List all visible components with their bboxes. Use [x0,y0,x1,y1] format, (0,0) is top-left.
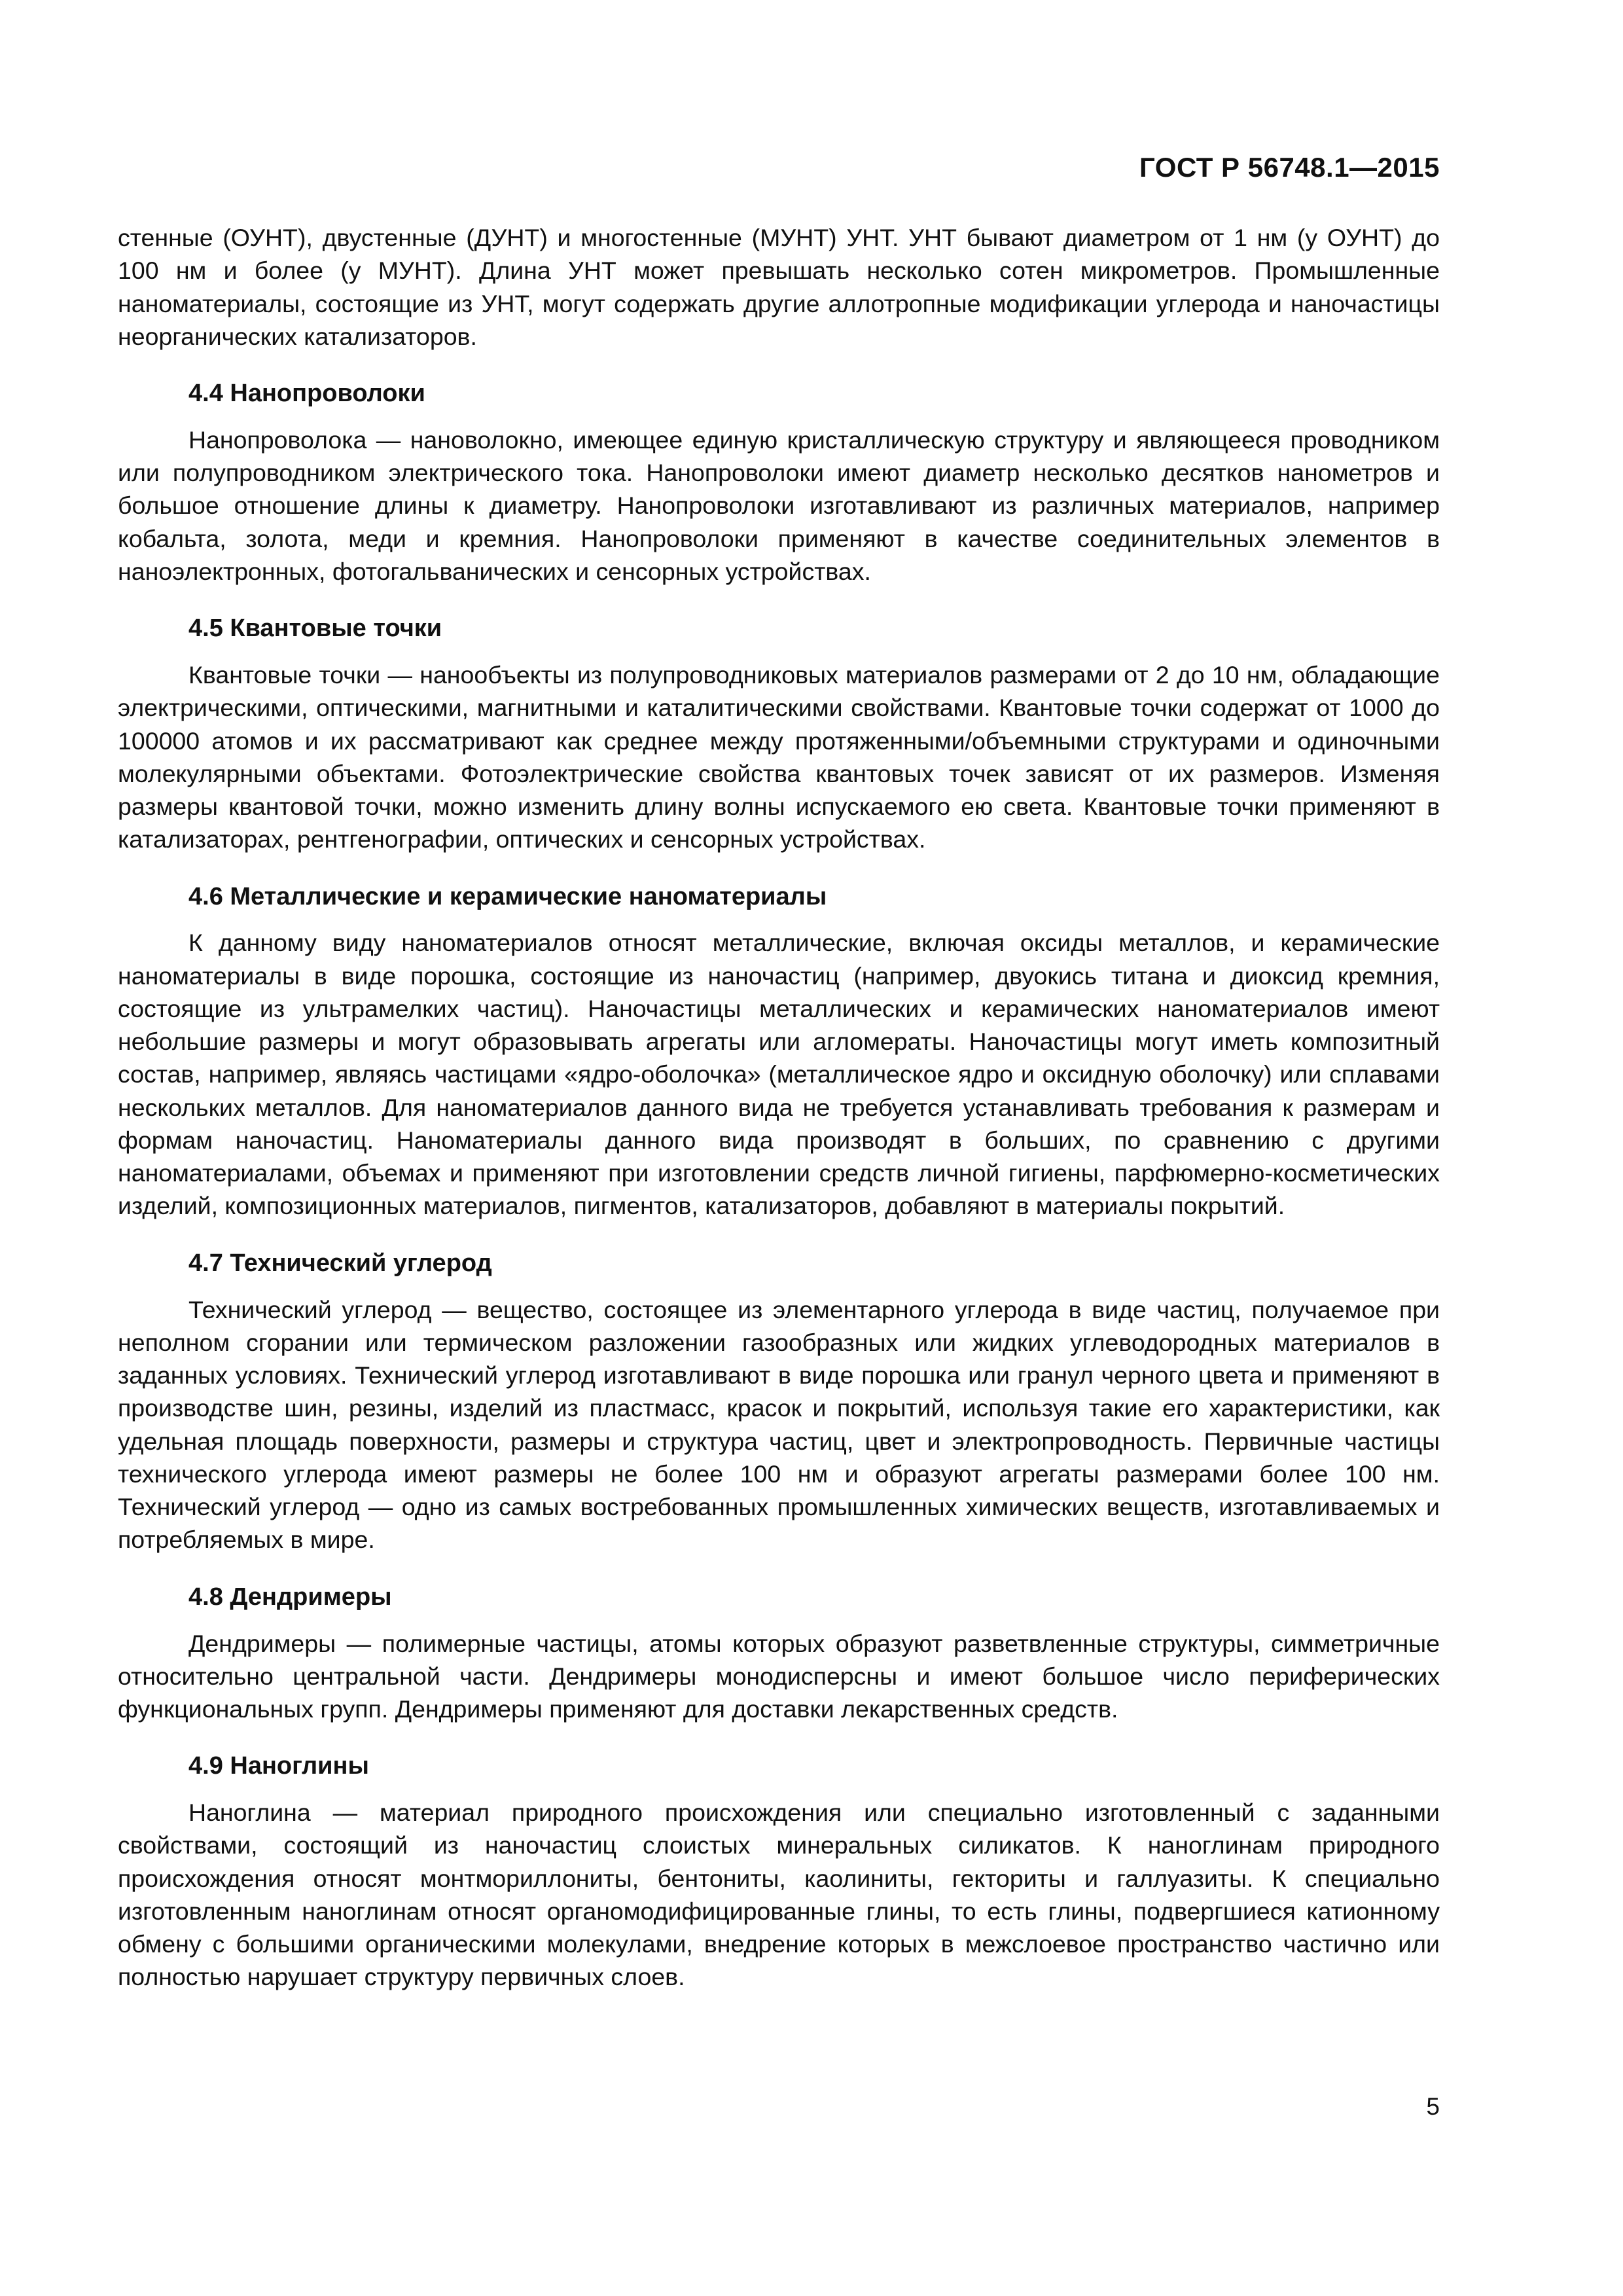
section-title-4-7: 4.7 Технический углерод [188,1249,492,1277]
section-paragraph-4-5: Квантовые точки — нанообъекты из полупроводниковых материалов размерами от 2 до 10 нм, обладающие электрическими, оптическими, магнитными и каталитическими свойствами. Квантовые точки содержат от 1000 до 100000 атомов и их рассматривают как среднее между протяженными/объемными структурами и одиночными молекулярными объектами. Фотоэлектрические свойства квантовых точек зависят от их размеров. Изменяя размеры квантовой точки, можно изменить длину волны испускаемого ею света. Квантовые точки применяют в катализаторах, рентгенографии, оптических и сенсорных устройствах. [118,661,1440,853]
section-title-4-5: 4.5 Квантовые точки [188,615,442,643]
intro-paragraph: стенные (ОУНТ), двустенные (ДУНТ) и многостенные (МУНТ) УНТ. УНТ бывают диаметром от 1 нм (у ОУНТ) до 100 нм и более (у МУНТ). Длина УНТ может превышать несколько сотен микрометров. Промышленные наноматериалы, состоящие из УНТ, могут содержать другие аллотропные модификации углерода и наночастицы неорганических катализаторов. [118,224,1440,350]
section-title-4-8: 4.8 Дендримеры [188,1583,392,1611]
section-paragraph-4-9: Наноглина — материал природного происхождения или специально изготовленный с заданными свойствами, состоящий из наночастиц слоистых минеральных силикатов. К наноглинам природного происхождения относят монтмориллониты, бентониты, каолиниты, гекториты и галлуазиты. К специально изготовленным наноглинам относят органомодифицированные глины, то есть глины, подвергшиеся катионному обмену с большими органическими молекулами, внедрение которых в межслоевое пространство частично или полностью нарушает структуру первичных слоев. [118,1799,1440,1991]
document-content [118,221,1440,1994]
page-number: 5 [1426,2093,1440,2120]
standard-header: ГОСТ Р 56748.1—2015 [1139,152,1440,183]
section-paragraph-4-4: Нанопроволока — нановолокно, имеющее единую кристаллическую структуру и являющееся проводником или полупроводником электрического тока. Нанопроволоки имеют диаметр несколько десятков нанометров и большое отношение длины к диаметру. Нанопроволоки изготавливают из различных материалов, например кобальта, золота, меди и кремния. Нанопроволоки применяют в качестве соединительных элементов в наноэлектронных, фотогальванических и сенсорных устройствах. [118,425,1440,585]
document-page [118,0,1440,2296]
section-paragraph-4-6: К данному виду наноматериалов относят металлические, включая оксиды металлов, и керамические наноматериалы в виде порошка, состоящие из наночастиц (например, двуокись титана и диоксид кремния, состоящие из ультрамелких частиц). Наночастицы металлических и керамических наноматериалов имеют небольшие размеры и могут образовывать агрегаты или агломераты. Наночастицы могут иметь композитный состав, например, являясь частицами «ядро-оболочка» (металлическое ядро и оксидную оболочку) или сплавами нескольких металлов. Для наноматериалов данного вида не требуется устанавливать требования к размерам и формам наночастиц. Наноматериалы данного вида производят в больших, по сравнению с другими наноматериалами, объемах и применяют при изготовлении средств личной гигиены, парфюмерно-косметических изделий, композиционных материалов, пигментов, катализаторов, добавляют в материалы покрытий. [118,929,1440,1220]
section-title-4-6: 4.6 Металлические и керамические наноматериалы [188,882,827,910]
section-title-4-9: 4.9 Наноглины [188,1752,369,1780]
section-paragraph-4-7: Технический углерод — вещество, состоящее из элементарного углерода в виде частиц, получаемое при неполном сгорании или термическом разложении газообразных или жидких углеводородных материалов в заданных условиях. Технический углерод изготавливают в виде порошка или гранул черного цвета и применяют в производстве шин, резины, изделий из пластмасс, красок и покрытий, используя такие его характеристики, как удельная площадь поверхности, размеры и структура частиц, цвет и электропроводность. Первичные частицы технического углерода имеют размеры не более 100 нм и образуют агрегаты размерами более 100 нм. Технический углерод — одно из самых востребованных промышленных химических веществ, изготавливаемых и потребляемых в мире. [118,1295,1440,1554]
section-paragraph-4-8: Дендримеры — полимерные частицы, атомы которых образуют разветвленные структуры, симметричные относительно центральной части. Дендримеры монодисперсны и имеют большое число периферических функциональных групп. Дендримеры применяют для доставки лекарственных средств. [118,1629,1440,1723]
section-title-4-4: 4.4 Нанопроволоки [188,380,425,407]
